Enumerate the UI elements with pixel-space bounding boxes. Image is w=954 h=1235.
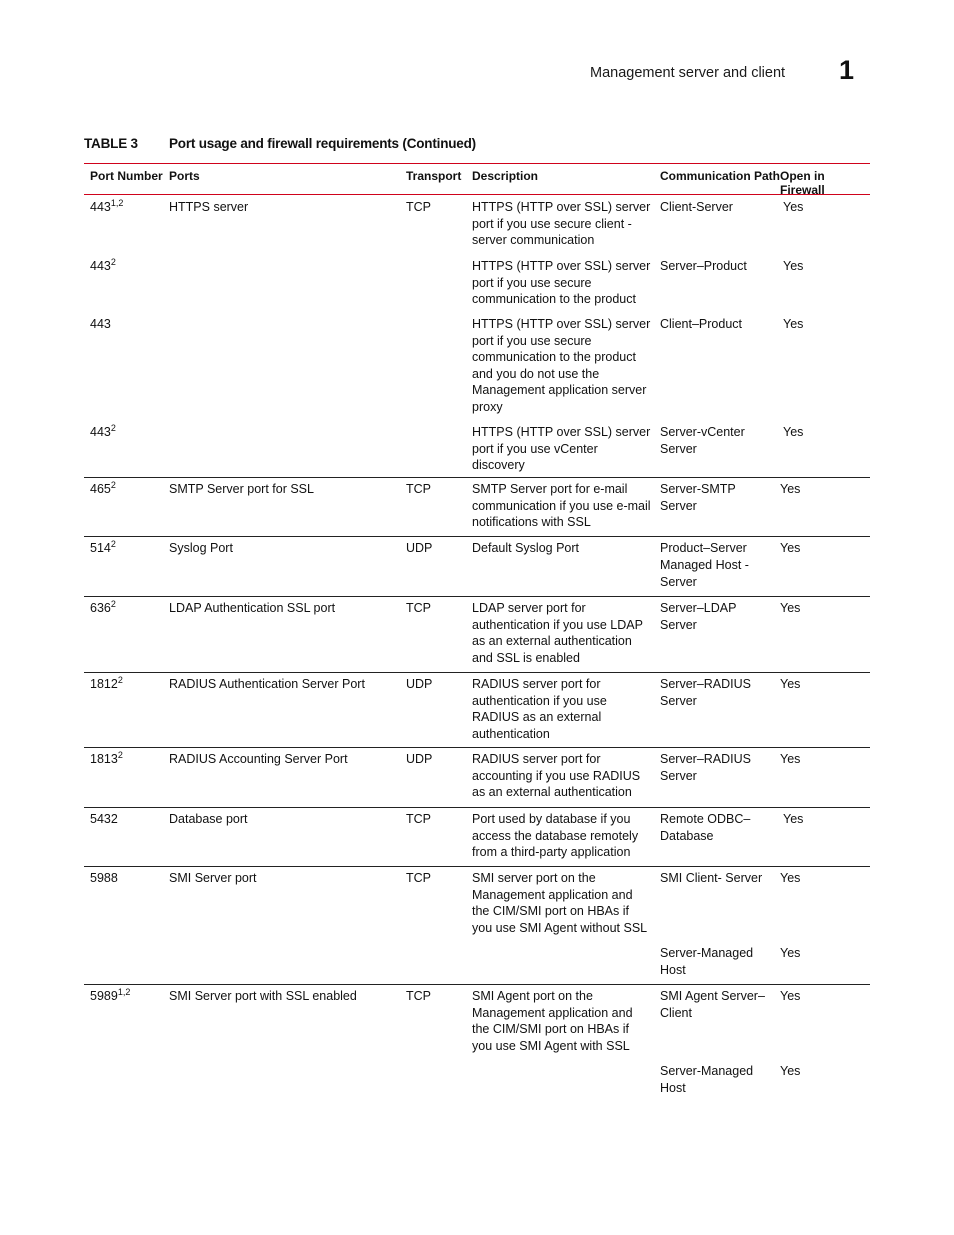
port-number-cell: $443^2$ bbox=[90, 423, 116, 439]
table-header-row bbox=[84, 163, 870, 195]
communication-path-cell: Server–LDAP Server bbox=[660, 601, 737, 632]
open-in-firewall-cell: Yes bbox=[780, 871, 801, 885]
port-number-cell: 5988 bbox=[90, 871, 118, 885]
transport-cell: TCP bbox=[406, 601, 431, 615]
table-row bbox=[84, 597, 870, 673]
column-header-ports: Ports bbox=[169, 169, 200, 183]
ports-cell: SMI Server port with SSL enabled bbox=[169, 989, 357, 1003]
description-cell: SMI server port on the Management application and the CIM/SMI port on HBAs if you use SMI Agent without SSL bbox=[472, 871, 648, 935]
open-in-firewall-cell: Yes bbox=[783, 317, 804, 331]
communication-path-cell: Server–RADIUS Server bbox=[660, 677, 751, 708]
running-header-title: Management server and client bbox=[590, 65, 786, 81]
port-number-cell: $465^2$ bbox=[90, 480, 116, 496]
ports-cell: RADIUS Accounting Server Port bbox=[169, 752, 348, 766]
description-cell: HTTPS (HTTP over SSL) server port if you use secure communication to the product bbox=[472, 259, 651, 306]
port-number-cell: 443$^{1,2}$ bbox=[90, 198, 124, 214]
port-number-cell: $636^2$ bbox=[90, 599, 116, 615]
description-cell: HTTPS (HTTP over SSL) server port if you use secure communication to the product and you do not use the Management application server proxy bbox=[472, 317, 651, 414]
ports-cell: HTTPS server bbox=[169, 200, 249, 214]
description-cell: HTTPS (HTTP over SSL) server port if you use vCenter discovery bbox=[472, 425, 651, 472]
column-header-open-in-firewall: Open in Firewall bbox=[780, 169, 825, 197]
ports-cell: LDAP Authentication SSL port bbox=[169, 601, 336, 615]
port-number-cell: $443^2$ bbox=[90, 257, 116, 273]
communication-path-cell: Server–Product bbox=[660, 259, 747, 273]
communication-path-cell: Client–Product bbox=[660, 317, 742, 331]
table-row bbox=[84, 867, 870, 985]
port-number-cell: 5432 bbox=[90, 812, 118, 826]
port-number-cell: 443 bbox=[90, 317, 111, 331]
table-row bbox=[84, 985, 870, 1097]
table-row bbox=[84, 748, 870, 808]
communication-path-cell: Server-Managed Host bbox=[660, 946, 754, 977]
column-header-communication-path: Communication Path bbox=[660, 169, 781, 183]
open-in-firewall-cell: Yes bbox=[780, 989, 801, 1003]
ports-cell: SMI Server port bbox=[169, 871, 257, 885]
port-usage-table bbox=[84, 163, 870, 1097]
communication-path-cell: Server-SMTP Server bbox=[660, 482, 736, 513]
port-number-cell: 5989$^{1,2}$ bbox=[90, 987, 131, 1003]
transport-cell: UDP bbox=[406, 677, 433, 691]
communication-path-cell: SMI Agent Server–Client bbox=[660, 989, 765, 1020]
column-header-description: Description bbox=[472, 169, 539, 183]
description-cell: HTTPS (HTTP over SSL) server port if you use secure client - server communication bbox=[472, 200, 651, 247]
transport-cell: TCP bbox=[406, 482, 431, 496]
communication-path-cell: Client-Server bbox=[660, 200, 733, 214]
description-cell: RADIUS server port for authentication if you use RADIUS as an external authentication bbox=[472, 677, 607, 741]
column-header-port-number: Port Number bbox=[90, 169, 163, 183]
open-in-firewall-cell: Yes bbox=[780, 541, 801, 555]
open-in-firewall-cell: Yes bbox=[783, 200, 804, 214]
table-row bbox=[84, 195, 870, 478]
column-header-transport: Transport bbox=[406, 169, 462, 183]
transport-cell: TCP bbox=[406, 989, 431, 1003]
open-in-firewall-cell: Yes bbox=[783, 425, 804, 439]
table-caption bbox=[84, 136, 476, 151]
description-cell: RADIUS server port for accounting if you use RADIUS as an external authentication bbox=[472, 752, 641, 799]
ports-cell: SMTP Server port for SSL bbox=[169, 482, 314, 496]
table-row bbox=[84, 478, 870, 537]
port-number-cell: $514^2$ bbox=[90, 539, 116, 555]
table-row bbox=[84, 808, 870, 867]
table-label: TABLE 3 bbox=[84, 136, 138, 151]
port-number-cell: 1812$^2$ bbox=[90, 675, 123, 691]
communication-path-cell: SMI Client- Server bbox=[660, 871, 763, 885]
description-cell: Default Syslog Port bbox=[472, 541, 579, 555]
description-cell: SMTP Server port for e-mail communication if you use e-mail notifications with SSL bbox=[472, 482, 651, 529]
communication-path-cell: Server-vCenter Server bbox=[660, 425, 745, 456]
description-cell: LDAP server port for authentication if you use LDAP as an external authentication and SSL is enabled bbox=[472, 601, 643, 665]
transport-cell: UDP bbox=[406, 541, 433, 555]
communication-path-cell: Remote ODBC–Database bbox=[660, 812, 751, 843]
table-title: Port usage and firewall requirements (Continued) bbox=[169, 136, 476, 151]
description-cell: Port used by database if you access the database remotely from a third-party application bbox=[472, 812, 639, 859]
ports-cell: RADIUS Authentication Server Port bbox=[169, 677, 365, 691]
chapter-number: 1 bbox=[839, 55, 855, 85]
communication-path-cell: Product–Server Managed Host - Server bbox=[660, 541, 749, 589]
open-in-firewall-cell: Yes bbox=[780, 752, 801, 766]
port-number-cell: 1813$^2$ bbox=[90, 750, 123, 766]
open-in-firewall-cell: Yes bbox=[783, 259, 804, 273]
transport-cell: UDP bbox=[406, 752, 433, 766]
communication-path-cell: Server–RADIUS Server bbox=[660, 752, 751, 783]
transport-cell: TCP bbox=[406, 812, 431, 826]
ports-cell: Database port bbox=[169, 812, 248, 826]
open-in-firewall-cell: Yes bbox=[780, 677, 801, 691]
open-in-firewall-cell: Yes bbox=[780, 601, 801, 615]
open-in-firewall-cell: Yes bbox=[780, 482, 801, 496]
ports-cell: Syslog Port bbox=[169, 541, 233, 555]
transport-cell: TCP bbox=[406, 200, 431, 214]
description-cell: SMI Agent port on the Management application and the CIM/SMI port on HBAs if you use SMI Agent with SSL bbox=[472, 989, 633, 1053]
communication-path-cell: Server-Managed Host bbox=[660, 1064, 754, 1095]
open-in-firewall-cell: Yes bbox=[783, 812, 804, 826]
table-row bbox=[84, 537, 870, 597]
open-in-firewall-cell: Yes bbox=[780, 946, 801, 960]
table-row bbox=[84, 673, 870, 748]
open-in-firewall-cell: Yes bbox=[780, 1064, 801, 1078]
transport-cell: TCP bbox=[406, 871, 431, 885]
